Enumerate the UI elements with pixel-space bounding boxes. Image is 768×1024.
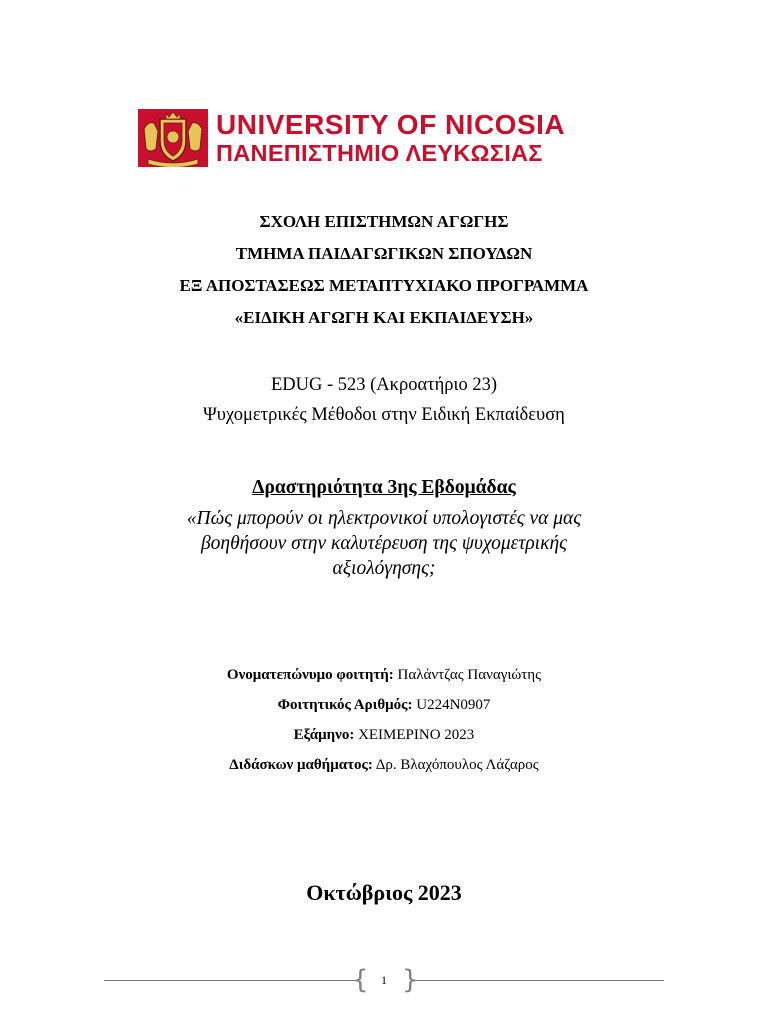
university-logo xyxy=(138,108,618,168)
semester-line xyxy=(0,720,768,750)
left-brace-icon: { xyxy=(352,965,369,995)
date-text: Οκτώβριος 2023 xyxy=(306,880,462,905)
logo-name-english: UNIVERSITY OF NICOSIA xyxy=(216,108,566,140)
specialization-name: «ΕΙΔΙΚΗ ΑΓΩΓΗ ΚΑΙ ΕΚΠΑΙΔΕΥΣΗ» xyxy=(234,308,534,327)
logo-name-greek: ΠΑΝΕΠΙΣΤΗΜΙΟ ΛΕΥΚΩΣΙΑΣ xyxy=(216,139,543,166)
right-brace-icon: } xyxy=(402,965,419,995)
activity-title: Δραστηριότητα 3ης Εβδομάδας xyxy=(252,477,516,498)
program-name: ΕΞ ΑΠΟΣΤΑΣΕΩΣ ΜΕΤΑΠΤΥΧΙΑΚΟ ΠΡΟΓΡΑΜΜΑ xyxy=(179,276,589,295)
student-id-label: Φοιτητικός Αριθμός: xyxy=(277,697,413,713)
student-name-label: Ονοματεπώνυμο φοιτητή: xyxy=(226,667,394,683)
activity-question: «Πώς μπορούν οι ηλεκτρονικοί υπολογιστές να μας βοηθήσουν στην καλυτέρευση της ψυχομετρικής αξιολόγησης; xyxy=(186,508,582,579)
logo-text xyxy=(216,108,566,166)
semester-label: Εξάμηνο: xyxy=(293,727,355,743)
instructor-label: Διδάσκων μαθήματος: xyxy=(229,757,373,773)
course-info xyxy=(0,370,768,430)
student-info xyxy=(0,660,768,780)
student-name-value: Παλάντζας Παναγιώτης xyxy=(397,667,542,683)
student-name-line xyxy=(0,660,768,690)
school-name: ΣΧΟΛΗ ΕΠΙΣΤΗΜΩΝ ΑΓΩΓΗΣ xyxy=(259,212,509,231)
page-number: 1 xyxy=(381,973,387,987)
semester-value: ΧΕΙΜΕΡΙΝΟ 2023 xyxy=(358,727,475,743)
course-title: Ψυχομετρικές Μέθοδοι στην Ειδική Εκπαίδευση xyxy=(203,405,565,425)
university-crest-icon xyxy=(138,109,208,167)
activity-section xyxy=(0,474,768,581)
instructor-value: Δρ. Βλαχόπουλος Λάζαρος xyxy=(375,757,539,773)
document-date xyxy=(0,879,768,907)
instructor-line xyxy=(0,750,768,780)
footer-rule-right xyxy=(414,980,664,981)
course-code: EDUG - 523 (Ακροατήριο 23) xyxy=(270,375,498,395)
student-id-value: U224N0907 xyxy=(416,697,491,713)
document-heading xyxy=(0,206,768,334)
student-id-line xyxy=(0,690,768,720)
department-name: ΤΜΗΜΑ ΠΑΙΔΑΓΩΓΙΚΩΝ ΣΠΟΥΔΩΝ xyxy=(235,244,533,263)
footer-rule-left xyxy=(104,980,355,981)
